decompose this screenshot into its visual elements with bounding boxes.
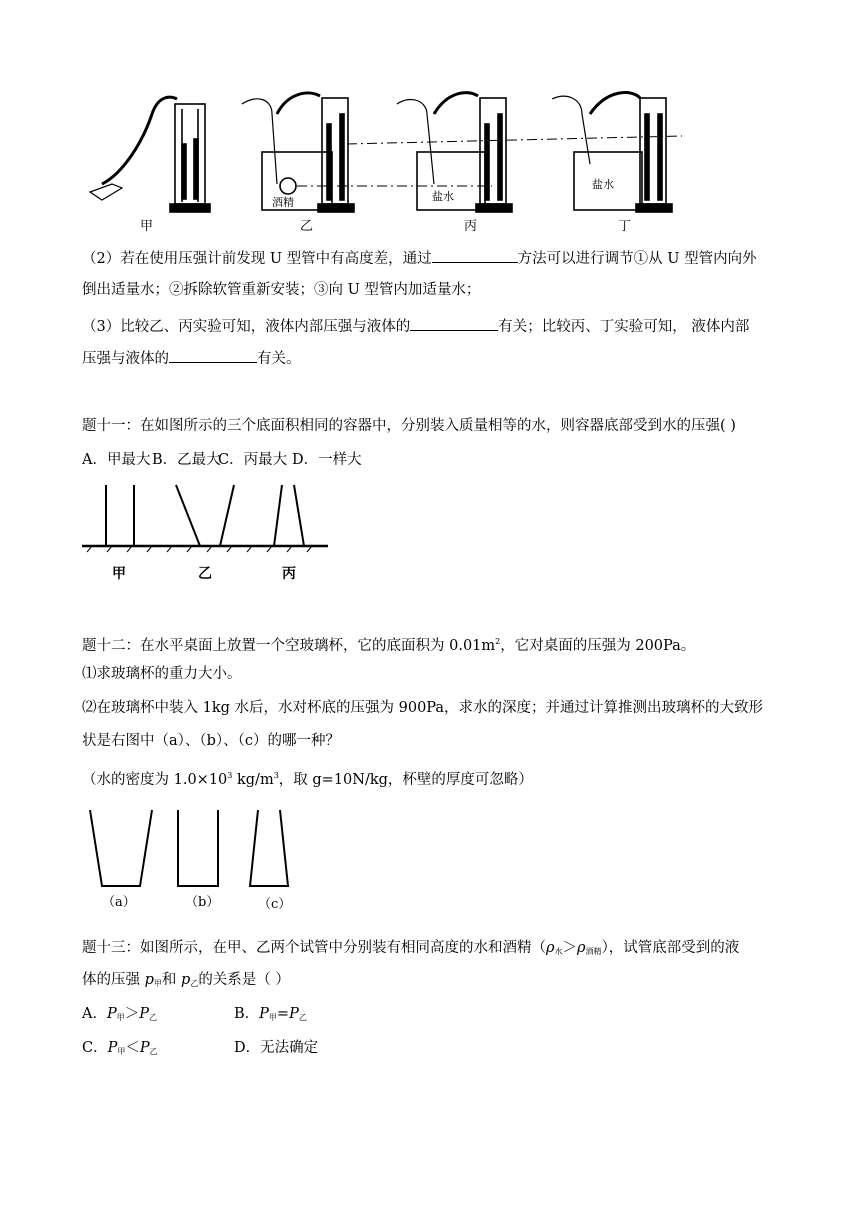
glass-b (178, 810, 218, 886)
q12-part2-line1: ⑵在玻璃杯中装入 1kg 水后，水对杯底的压强为 900Pa，求水的深度；并通过计算推测出玻璃杯的大致形 (82, 700, 764, 716)
fig-label-bing: 丙 (464, 219, 478, 234)
q12-part2-line2: 状是右图中（a）、（b）、（c）的哪一种？ (82, 733, 341, 749)
q11-options (82, 450, 782, 470)
fig-label-yi: 乙 (300, 219, 314, 234)
fig-label-jia: 甲 (140, 219, 154, 234)
q13-option-a[interactable]: A．$P_甲>P_乙$ (82, 1006, 158, 1022)
q11-option-a[interactable]: A．甲最大 (82, 452, 151, 468)
glass-c (250, 810, 288, 886)
gauge-jia (90, 97, 210, 212)
answer-blank[interactable] (410, 316, 498, 331)
q11-stem: 题十一：在如图所示的三个底面积相同的容器中，分别装入质量相等的水，则容器底部受到水的压强( ) (82, 418, 736, 434)
q11-option-c[interactable]: C．丙最大 (218, 452, 288, 468)
q11-option-d[interactable]: D．一样大 (292, 452, 362, 468)
q10-part2-line2: 倒出适量水；②拆除软管重新安装；③向 U 型管内加适量水； (82, 282, 481, 298)
q12-stem: 题十二：在水平桌面上放置一个空玻璃杯，它的底面积为 $0.01m^2$，它对桌面的压强为 200Pa。 (82, 637, 696, 654)
gauge-yi (242, 93, 354, 212)
q13-option-c[interactable]: C．$P_甲<P_乙$ (82, 1040, 158, 1056)
q11-label-yi: 乙 (198, 566, 212, 582)
q13-options-row1 (82, 1004, 782, 1028)
q12-part1: ⑴求玻璃杯的重力大小。 (82, 666, 242, 682)
q12-label-b: （b） (185, 895, 220, 910)
q10-part3-line1: （3）比较乙、丙实验可知，液体内部压强与液体的 有关；比较丙、丁实验可知， 液体内部 (82, 316, 782, 337)
beaker-label-alcohol: 酒精 (272, 196, 294, 209)
q12-note: （水的密度为 $1.0\times 10^3$ $kg/m^3$，取 g=10N/kg，杯壁的厚度可忽略） (82, 771, 533, 788)
q11-label-jia: 甲 (112, 566, 126, 582)
q11-container-figure (82, 480, 332, 585)
q11-option-b[interactable]: B．乙最大 (152, 452, 221, 468)
answer-blank[interactable] (432, 248, 518, 263)
beaker-label-brine-2: 盐水 (592, 178, 614, 191)
q13-line1: 题十三：如图所示，在甲、乙两个试管中分别装有相同高度的水和酒精$(\rho_水>\rho_{酒精})$，试管底部受到的液 (82, 940, 740, 956)
q13-line2: 体的压强 $p_甲$和 $p_乙$的关系是（ ） (82, 972, 290, 988)
q10-part3-line2: 压强与液体的 有关。 (82, 348, 782, 369)
q12-label-a: （a） (102, 895, 136, 910)
fig-label-ding: 丁 (618, 219, 632, 234)
gauge-ding (552, 93, 672, 212)
q10-part2-line1: （2）若在使用压强计前发现 U 型管中有高度差，通过 方法可以进行调节①从 U 型管内向外 (82, 248, 782, 269)
q12-glass-figure (82, 808, 302, 918)
q13-option-d[interactable]: D．无法确定 (234, 1040, 319, 1056)
q11-label-bing: 丙 (282, 566, 296, 582)
gauge-bing (397, 93, 512, 212)
glass-a (90, 810, 152, 886)
q13-option-b[interactable]: B．$P_甲=P_乙$ (234, 1006, 307, 1022)
q13-options-row2 (82, 1038, 782, 1062)
pressure-gauge-figure (82, 84, 782, 234)
q12-label-c: （c） (258, 897, 292, 912)
beaker-label-brine-1: 盐水 (432, 190, 454, 203)
answer-blank[interactable] (169, 348, 257, 363)
